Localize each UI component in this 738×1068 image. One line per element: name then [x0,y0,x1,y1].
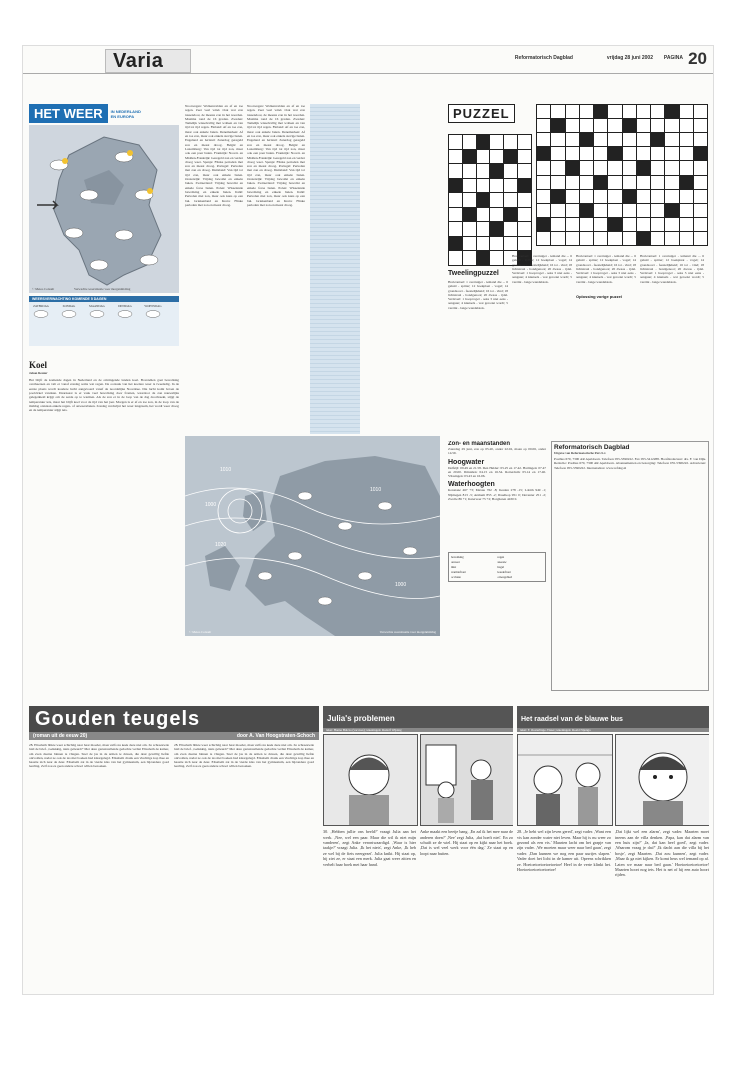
julia-comic [323,706,513,986]
europe-map-caption: Verwachte weersituatie voor morgenmiddag [379,629,436,634]
puzzle-clues-1: Horizontaal: 1 overtuiger - iemand die ... 6 geluid - spitter; 12 boekplaat - vogel; 14 grondsoort - feestelijkheid; 16 tot - vind; 18 lichtstraal - bondgenoot; 20 dwaas - ijdel. Verticaal: 1 hoopvogel - seks 3 niet eens - aangaan; 4 knutsels - wat gerookt wordt; 5 verzint - lange wandelstok. [448,280,508,310]
puzzle-clues-3: Horizontaal: 1 overtuiger - iemand die ... 6 geluid - spitter; 12 boekplaat - vogel; 14 grondsoort - feestelijkheid; 16 tot - vind; 18 lichtstraal - bondgenoot; 20 dwaas - ijdel. Verticaal: 1 hoopvogel - seks 3 niet eens - aangaan; 4 knutsels - wat gerookt wordt; 5 verzint - lange wandelstok. [576,254,636,284]
colophon-title: Reformatorisch Dagblad [554,444,630,451]
colophon-subtitle: Uitgave van Reformatorische Pers b.v. [554,451,607,455]
sun-moon-title: Zon- en maanstanden [448,441,511,447]
europe-map [185,436,440,636]
page-label: PAGINA [663,55,683,61]
map-caption: Verwachte weersituatie voor morgenmiddag [74,286,131,291]
bus-header [517,706,709,728]
svg-text:1020: 1020 [215,542,227,548]
puzzle-title: Tweelingpuzzel [448,270,499,277]
weather-article-text: Het blijft de komende dagen in Nederland en de omringende landen koel. Bovendien gaat bewolking overheersen en valt er vanaf zondag soms wat regen. De oorzaak van het koelere weer is tweeledig. In de eerste plaats wordt koudere lucht aangevoerd vanaf de noordelijke Noordzee. Die lucht komt boven de poolcirkel vandaan. Daarnaast is er vaak veel bewolking door fronten, waardoor de zon nauwelijks gelegenheid krijgt om de aarde op te warmen. Als de zon er in de loop van de dag doorbreekt, stijgt de temperatuur iets, maar het blijft koel voor de tijd van het jaar. Morgen is er af en toe zon, in de loop van de middag ontstaan enkele regen- of onweersbuien. Zondag verdwijnt het weer langzaam, het wordt weer droog en de temperatuur stijgt iets. [29,378,179,413]
legend-item: warmtefront [451,570,466,575]
water-levels-title: Waterhoogten [448,481,495,489]
legend-item: bewolking [451,555,464,560]
forecast-row [29,302,179,346]
forecast-day: ZATERDAG [29,304,53,319]
puzzle-clues-2: Horizontaal: 1 overtuiger - iemand die ... 6 geluid - spitter; 12 boekplaat - vogel; 14 grondsoort - feestelijkheid; 16 tot - vind; 18 lichtstraal - bondgenoot; 20 dwaas - ijdel. Verticaal: 1 hoopvogel - seks 3 niet eens - aangaan; 4 knutsels - wat gerookt wordt; 5 verzint - lange wandelstok. [512,254,572,284]
legend-item: regen [497,555,505,560]
svg-text:1010: 1010 [220,467,232,473]
legend-item: koudefront [497,570,511,575]
serial-subtitle: (roman uit de eeuw 20) [33,733,88,739]
issue-date: vrijdag 28 juni 2002 [606,55,653,61]
colophon [551,441,709,691]
forecast-title: WEERSVERWACHTING KOMENDE 5 DAGEN [29,296,179,302]
puzzle-logo: PUZZEL [448,104,515,123]
puzzle-solution-title: Oplossing vorige puzzel [576,294,623,299]
puzzle-section [448,104,708,434]
bus-title: Het raadsel van de blauwe bus [521,716,623,723]
serial-header [29,706,319,732]
serial-author: door A. Van Hoogstraten-Schoch [236,733,315,739]
section-title: Varia [113,50,164,72]
julia-header [323,706,513,728]
legend-item: onweer [451,560,460,565]
serial-story [29,706,319,986]
serial-title: Gouden teugels [35,708,201,730]
serial-text-col2: 28. Elisabeth blikte weer schichtig naar haar moeder, maar zelfs nu keek deze niet om. Ze schreeuwde luid de brief. ,Gelukkig, niets gebeurd?' Met deze geruststellende gedachte verliet Elisabeth de kamer, om even daarna binnen te vliegen. Snel de jas in de armen te duwen, die deur gewillig liefde ontvolden, nadat ze ook de tas met boeken had klaargelegd. Elisabeth dronk een vluchtige kop thee en haastte zich naar de deur. Elisabeth zat in de vierde klas van het gymnasium, een bijzondere goed leerling. Zelf zou ze geen andere school willen bezoeken. [174,743,314,769]
julia-byline: tekst: Hanne Balczo (vaccues); tekeningen: Rudolf Wijsing [323,728,513,732]
legend-item: hagel [497,565,504,570]
bus-panel-1-drawing [518,735,612,825]
map-credit: © Meteo Consult [32,286,55,291]
bus-text-col1: 28. ,Je hebt wel zijn leven gered', zegt vader. ,Want een vis kan zonder water niet leven. Maar hij is nu weer zo gezond als een vis.' Maarten lacht om het grapje van zijn vader. ,We moeten maar weer naar bed gaan', zegt vader. ,Dan kunnen we nog een paar uurtjes slapen.' Vader doet het licht in de kamer uit. Opeens schrikken ze. Hoeioeioeioeioeioeioe! Heel in de verte klinkt het. Hoeioeioeioeioeioeioe! [517,829,611,872]
forecast-day: MAANDAG [85,304,109,319]
forecast-day: DINSDAG [113,304,137,319]
legend-item: occlusie [451,575,461,580]
weather-subtitle-2: EN EUROPA [110,113,135,119]
high-water-text: Delfzijl: 09.49 en 21.58. Den Helder: 05.25 en 17.42. Harlingen: 07.47 en 20.00. IJmuiden: 04.15 en 16.34. Rotterdam: 05.14 en 17.40. Vlissingen: 03.43 en 16.06. [448,465,546,479]
legend-item: mist [451,565,457,570]
weather-legend [448,552,546,582]
svg-text:1000: 1000 [395,582,407,588]
water-levels-text: Konstanz 467 +3; Maxau 762 -8; Keulen 278 -15; Lobith 949 -1; Nijmegen 813 -5; Arnhem 853 -2; IJsselkop 951 0; Deventer 251 -2; Zwolle 86 +1; Katerveer 75 +2; Borgharen 4430 0. [448,488,546,502]
julia-title: Julia's problemen [327,714,395,723]
forecast-day: ZONDAG [57,304,81,319]
crossword-grid-small[interactable] [448,134,532,266]
weather-article-byline: Johan Reuter [29,371,48,375]
paper-name: Reformatorisch Dagblad [514,55,573,61]
legend-item: onwegebied [497,575,512,580]
svg-text:1000: 1000 [205,502,217,508]
page-number: 20 [688,49,707,68]
julia-panel-1-drawing [324,735,417,825]
city-temperature-table [310,104,360,434]
weather-subtitle-1: IN NEDERLAND [110,108,141,114]
julia-panel-2-drawing [421,735,513,825]
colophon-text: Postbus 670, 7300 AR Apeldoorn. Telefoon 055-5390222. Fax 055-5412288. Hoofdredacteur: drs. F. van Dijk. Redactie: Postbus 670, 7300 AR Apeldoorn. Abonnementen en bezorging: Telefoon 055-5390222. Adverteren: Telefoon 055-5390222. Internetadres: www.refdag.nl [554,457,706,470]
netherlands-map [29,125,179,293]
sun-moon-text: Zaterdag 29 juni, zon op 05.20, onder 22.02, maan op 00.06, onder 14.59. [448,447,546,456]
svg-text:1010: 1010 [370,487,382,493]
serial-text-col1: 28. Elisabeth blikte weer schichtig naar haar moeder, maar zelfs nu keek deze niet om. Ze schreeuwde luid de brief. ,Gelukkig, niets gebeurd?' Met deze geruststellende gedachte verliet Elisabeth de kamer, om even daarna binnen te vliegen. Snel de jas in de armen te duwen, die deur gewillig liefde ontvolden, nadat ze ook de tas met boeken had klaargelegd. Elisabeth dronk een vluchtige kop thee en haastte zich naar de deur. Elisabeth zat in de vierde klas van het gymnasium, een bijzondere goed leerling. Zelf zou ze geen andere school willen bezoeken. [29,743,169,769]
high-water-title: Hoogwater [448,458,485,466]
bus-panel-1 [517,734,613,826]
crossword-grid[interactable] [536,104,708,246]
bus-text-col2: ,Dat lijkt wel een alarm', zegt vader. Maarten moet ineens aan de villa denken. ,Papa, kan dat alarm van een huis zijn?' ,Ja, dat kan heel goed', zegt vader. ,Waarom vraag je dat?' ,Ik dacht aan die villa bij het bosje', zegt Maarten. ,Dat zou kunnen', zegt vader. ,Maar ik ga niet kijken. Er komt heus wel iemand op af. Laten we maar naar bed gaan.' Hoeioeioeioeioeioe! Maarten hoort nog iets. Het is net of hij een auto hoort rijden. [615,829,709,878]
julia-panel-2 [420,734,513,826]
julia-text-col2: Anke maakt een beetje bang. ,En zal ik het mee naar de anderen doen?' ,Nee' zegt Julia, ,dat hoeft niet'. En zo schuift ze de wiel. Hij staat op en kijkt naar het boek. ,Dat is wel veel werk voor één dag.' Ze staat op en loopt naar buiten. [420,829,513,856]
bus-byline: tekst: F. Oosterlinge-Visser; tekeningen: Roald Nijenga [517,728,709,732]
julia-text-col1: 30. ,Hebben jullie ons beeld?' vraagt Julia aan het werk. ,Nee, wel een paar. Maar die wil ik niet mijn vanderen', zegt Anke verontwaardigd. ,Waar is hier taakje?' vraagt Julia. ,Ik het niets', zegt Anke, ,Ik heb ze wel bij de fiets neergezet'. Julia knikt. Hij staat op, hij ziet ze, er staat een merk. Julia gaat weer zitten en verhelt haar boek met haar hand. [323,829,416,867]
bus-panel-2-drawing [616,735,709,825]
forecast-day: WOENSDAG [141,304,165,319]
weather-logo: HET WEER [29,104,108,123]
weather-section [29,104,179,684]
blauwe-bus-comic [517,706,709,986]
julia-panel-1 [323,734,418,826]
europe-map-credit: © Meteo Consult [189,629,212,634]
netherlands-map-graphic [29,125,179,293]
sun-moon-section [448,441,546,691]
weather-article-title: Koel [29,360,47,370]
bus-panel-2 [615,734,709,826]
europe-map-graphic [185,436,440,636]
puzzle-clues-4: Horizontaal: 1 overtuiger - iemand die ... 6 geluid - spitter; 12 boekplaat - vogel; 14 grondsoort - feestelijkheid; 16 tot - vind; 18 lichtstraal - bondgenoot; 20 dwaas - ijdel. Verticaal: 1 hoopvogel - seks 3 niet eens - aangaan; 4 knutsels - wat gerookt wordt; 5 verzint - lange wandelstok. [640,254,704,284]
legend-item: sneeuw [497,560,507,565]
weather-cities-col1: Noorwegen: Wolkenvelden en af en toe regen. Zeer veel wind. Ook wat zon tussendoor, de meeste zon in het noorden. Maxima rond de 16 graden. Zweden: Tamelijk wisselvallig met wolken en van tijd tot tijd regen. Finland: Af en toe zon, maar ook enkele buien. Denemarken: Af en toe zon, maar ook enkele stevige buien. Engeland en Ierland: Zaterdag geregeld zon en meest droog. België en Luxemburg: Van tijd tot tijd zon, maar ook een paar buien. Frankrijk: Noord- en Midden-Frankrijk: Geregeld zon en verder droog weer. Spanje: Flinke perioden met zon en meest droog. Portugal: Perioden met zon en droog. Duitsland: Van tijd tot tijd zon, maar ook enkele buien. Oostenrijk: Vrijdag bewolkt en enkele buien. Zwitserland: Vrijdag bewolkt en enkele forse buien. Polen: Wisselende bewolking en enkele buien. Italië: Perioden met zon, maar ook kans op een bui. Griekenland en Kreta: Flinke perioden met zon en meest droog. [185,104,243,207]
weather-cities-col2: Noorwegen: Wolkenvelden en af en toe regen. Zeer veel wind. Ook wat zon tussendoor, de meeste zon in het noorden. Maxima rond de 16 graden. Zweden: Tamelijk wisselvallig met wolken en van tijd tot tijd regen. Finland: Af en toe zon, maar ook enkele buien. Denemarken: Af en toe zon, maar ook enkele stevige buien. Engeland en Ierland: Zaterdag geregeld zon en meest droog. België en Luxemburg: Van tijd tot tijd zon, maar ook een paar buien. Frankrijk: Noord- en Midden-Frankrijk: Geregeld zon en verder droog weer. Spanje: Flinke perioden met zon en meest droog. Portugal: Perioden met zon en droog. Duitsland: Van tijd tot tijd zon, maar ook enkele buien. Oostenrijk: Vrijdag bewolkt en enkele buien. Zwitserland: Vrijdag bewolkt en enkele forse buien. Polen: Wisselende bewolking en enkele buien. Italië: Perioden met zon, maar ook kans op een bui. Griekenland en Kreta: Flinke perioden met zon en meest droog. [247,104,305,207]
newspaper-page [22,45,714,995]
page-header [23,46,713,74]
